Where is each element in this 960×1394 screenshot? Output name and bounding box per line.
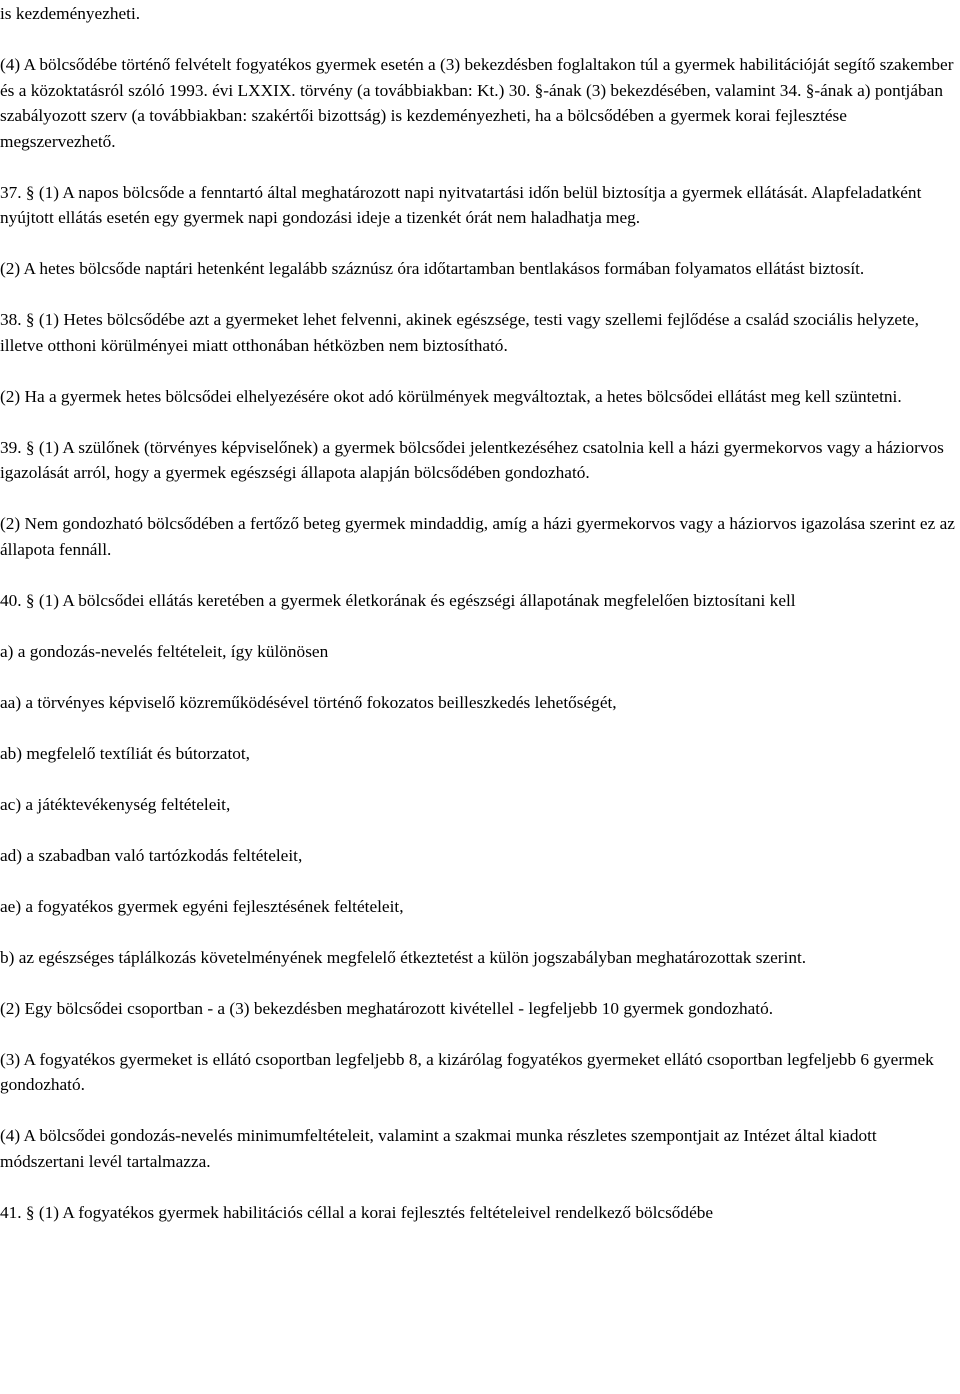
paragraph: 41. § (1) A fogyatékos gyermek habilitációs céllal a korai fejlesztés feltételeivel rendelkező bölcsődébe (0, 1202, 714, 1222)
paragraph: ae) a fogyatékos gyermek egyéni fejlesztésének feltételeit, (0, 896, 404, 916)
paragraph: is kezdeményezheti. (0, 4, 141, 23)
paragraph: ab) megfelelő textíliát és bútorzatot, (0, 743, 251, 763)
paragraph: (2) A hetes bölcsőde naptári hetenként legalább száznúsz óra időtartamban bentlakásos formában folyamatos ellátást biztosít. (0, 259, 865, 278)
paragraph: b) az egészséges táplálkozás követelményének megfelelő étkeztetést a külön jogszabályban meghatározottak szerint. (0, 947, 807, 967)
paragraph: (2) Egy bölcsődei csoportban - a (3) bekezdésben meghatározott kivétellel - legfeljebb 10 gyermek gondozható. (0, 998, 774, 1018)
paragraph: (3) A fogyatékos gyermeket is ellátó csoportban legfeljebb 8, a kizárólag fogyatékos gyermeket ellátó csoportban legfeljebb 6 gyermek gondozható. (0, 1049, 934, 1094)
paragraph: 37. § (1) A napos bölcsőde a fenntartó által meghatározott napi nyitvatartási időn belül biztosítja a gyermek ellátását. Alapfeladatként nyújtott ellátás esetén egy gyermek napi gondozási ideje a tizenkét órát nem haladhatja meg. (0, 182, 922, 227)
paragraph: ad) a szabadban való tartózkodás feltételeit, (0, 845, 303, 865)
paragraph: aa) a törvényes képviselő közreműködésével történő fokozatos beilleszkedés lehetőségét, (0, 692, 617, 712)
paragraph: 39. § (1) A szülőnek (törvényes képviselőnek) a gyermek bölcsődei jelentkezéséhez csatolnia kell a házi gyermekorvos vagy a háziorvos igazolását arról, hogy a gyermek egészségi állapota alapján bölcsődében gondozható. (0, 437, 944, 482)
paragraph: 40. § (1) A bölcsődei ellátás keretében a gyermek életkorának és egészségi állapotának megfelelően biztosítani kell (0, 590, 796, 610)
paragraph: (4) A bölcsődei gondozás-nevelés minimumfeltételeit, valamint a szakmai munka részletes szempontjait az Intézet által kiadott módszertani levél tartalmazza. (0, 1126, 877, 1171)
paragraph: 38. § (1) Hetes bölcsődébe azt a gyermeket lehet felvenni, akinek egészsége, testi vagy szellemi fejlődése a család szociális helyzete, illetve otthoni körülményei miatt otthonában hétközben nem biztosítható. (0, 310, 919, 355)
paragraph: (2) Nem gondozható bölcsődében a fertőző beteg gyermek mindaddig, amíg a házi gyermekorvos vagy a háziorvos igazolása szerint ez az állapota fennáll. (0, 514, 955, 559)
paragraph: (2) Ha a gyermek hetes bölcsődei elhelyezésére okot adó körülmények megváltoztak, a hetes bölcsődei ellátást meg kell szüntetni. (0, 386, 902, 406)
paragraph: a) a gondozás-nevelés feltételeit, így különösen (0, 641, 329, 661)
paragraph: ac) a játéktevékenység feltételeit, (0, 794, 231, 814)
paragraph: (4) A bölcsődébe történő felvételt fogyatékos gyermek esetén a (3) bekezdésben foglaltakon túl a gyermek habilitációját segítő szakember és a közoktatásról szóló 1993. évi LXXIX. törvény (a továbbiakban: Kt.) 30. §-ának (3) bekezdésében, valamint 34. §-ának a) pontjában szabályozott szerv (a továbbiakban: szakértői bizottság) is kezdeményezheti, ha a bölcsődében a gyermek korai fejlesztése megszervezhető. (0, 55, 954, 151)
